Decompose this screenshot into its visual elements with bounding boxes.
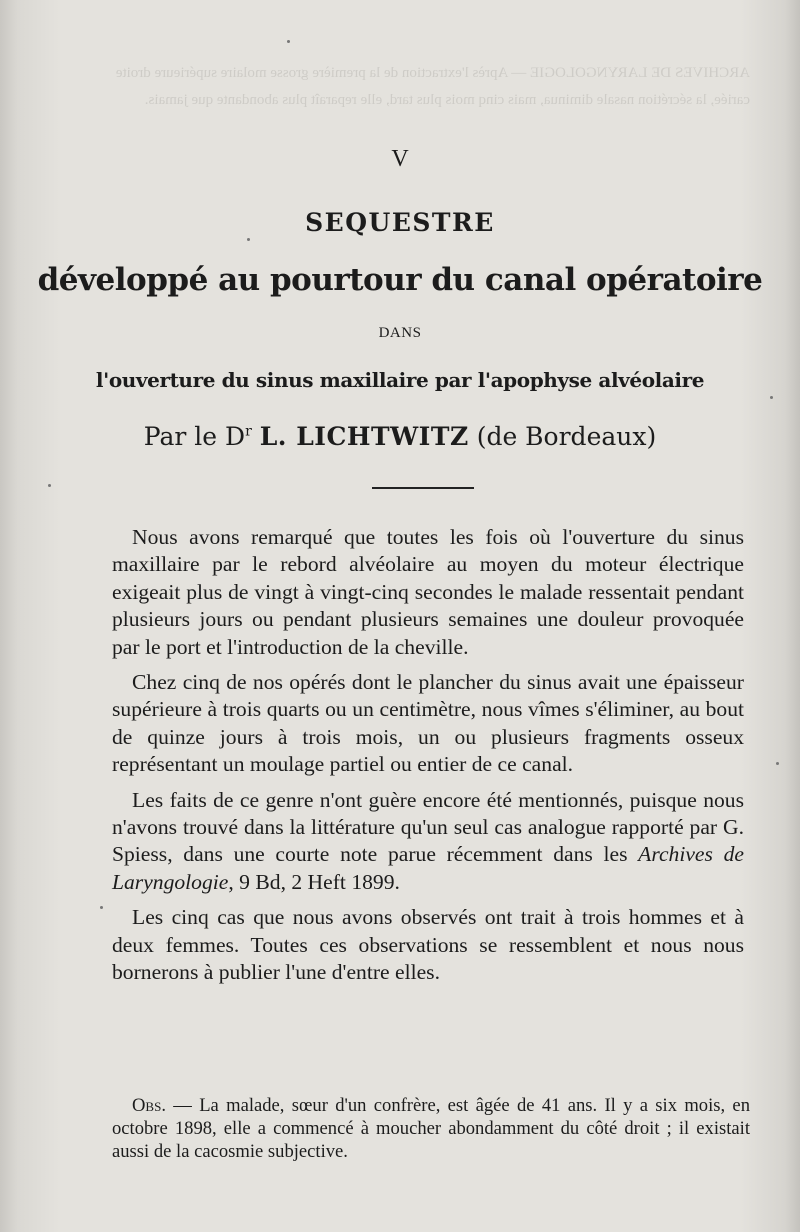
observation-paragraph (112, 1094, 750, 1163)
paper-speck (48, 484, 51, 487)
paper-speck (776, 762, 779, 765)
paper-speck (100, 906, 103, 909)
paragraph-text: , 9 Bd, 2 Heft 1899. (228, 869, 400, 894)
byline-prefix: Par le D (143, 422, 246, 451)
byline-title-sup: r (245, 423, 252, 440)
author-affiliation: (de Bordeaux) (476, 422, 657, 451)
title-line-3: l'ouverture du sinus maxillaire par l'apophyse alvéolaire (95, 368, 705, 392)
title-connector: DANS (378, 325, 422, 341)
title-line-2: développé au pourtour du canal opératoire (37, 262, 763, 298)
byline (0, 422, 800, 451)
chapter-numeral: V (391, 146, 409, 172)
paragraph (112, 787, 744, 897)
paragraph: Les cinq cas que nous avons observés ont trait à trois hommes et à deux femmes. Toutes ces observations se ressemblent et nous nous bornerons à publier l'une d'entre elles. (112, 905, 744, 985)
paper-speck (770, 396, 773, 399)
author-name: L. LICHTWITZ (259, 422, 469, 451)
paragraph-text: Les faits de ce genre n'ont guère encore été mentionnés, puisque nous n'avons trouvé dans la littérature qu'un seul cas analogue rapporté par G. Spiess, dans une courte note parue récemment dans les (112, 787, 744, 867)
observation-label: Obs. (132, 1095, 166, 1116)
paragraph: Nous avons remarqué que toutes les fois où l'ouverture du sinus maxillaire par le rebord alvéolaire au moyen du moteur électrique exigeait plus de vingt à vingt-cinq secondes le malade ressentait pendant plusieurs jours ou pendant plusieurs semaines une douleur provoquée par le port et l'introduction de la cheville. (112, 525, 744, 659)
paragraph: Chez cinq de nos opérés dont le plancher du sinus avait une épaisseur supérieure à trois quarts ou un centimètre, nous vîmes s'éliminer, au bout de quinze jours à trois mois, un ou plusieurs fragments osseux représentant un moulage partiel ou entier de ce canal. (112, 670, 744, 777)
journal-title: Archives de Laryngologie (112, 842, 744, 894)
section-divider (372, 487, 474, 489)
paper-speck (247, 238, 250, 241)
paper-speck (287, 40, 290, 43)
title-line-1: SEQUESTRE (305, 208, 495, 237)
bleed-through-text: ARCHIVES DE LARYNGOLOGIE — Après l'extraction de la première grosse molaire supérieure droite cariée, la sécrétion nasale diminua, mais cinq mois plus tard, elle reparaît plus abondante que jamais. (115, 65, 750, 108)
observation-text: — La malade, sœur d'un confrère, est âgée de 41 ans. Il y a six mois, en octobre 1898, elle a commencé à moucher abondamment du côté droit ; il existait aussi de la cacosmie subjective. (112, 1095, 750, 1162)
article-body (112, 524, 744, 995)
